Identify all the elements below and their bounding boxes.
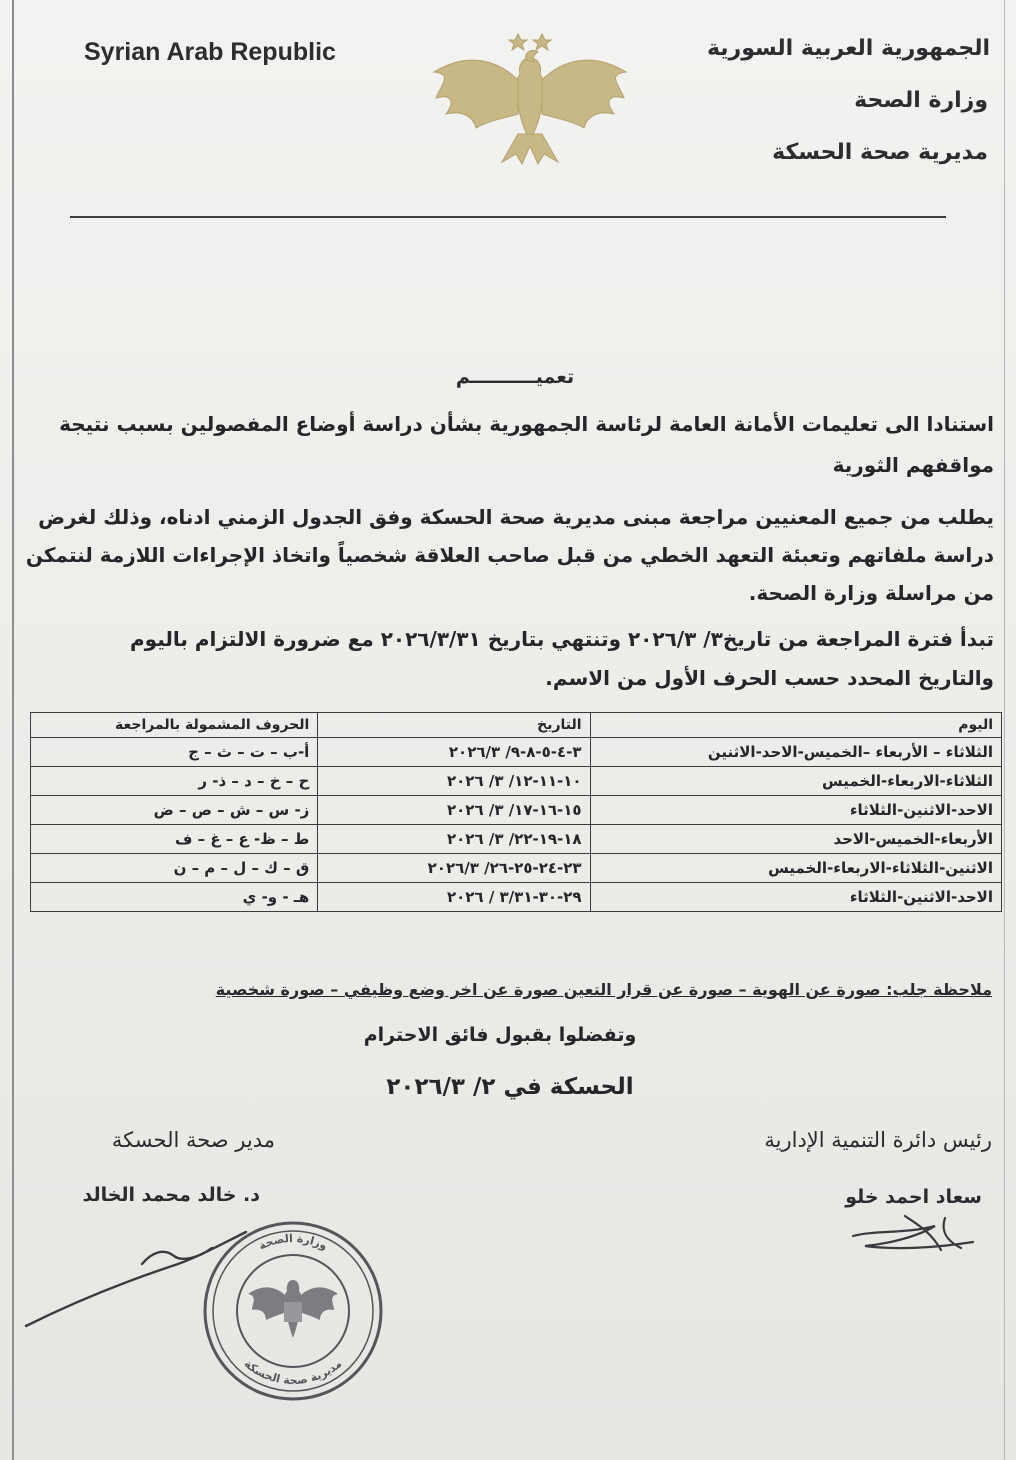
cell-date: ٢٣-٢٤-٢٥-٢٦/ ٢٠٢٦/٣ — [318, 854, 590, 883]
table-header-row — [31, 713, 1002, 738]
cell-letters: أ-ب – ت – ث – ج — [31, 738, 318, 767]
paragraph-2-line-3: من مراسلة وزارة الصحة. — [748, 581, 994, 605]
table-row — [31, 854, 1002, 883]
signatory-left-title: مدير صحة الحسكة — [111, 1128, 275, 1152]
paragraph-3-line-1: تبدأ فترة المراجعة من تاريخ٣/ ٢٠٢٦/٣ وتنتهي بتاريخ ٢٠٢٦/٣/٣١ مع ضرورة الالتزام باليوم — [130, 627, 994, 651]
country-name-ar: الجمهورية العربية السورية — [706, 36, 990, 61]
cell-date: ١٨-١٩-٢٢/ ٣/ ٢٠٢٦ — [318, 825, 590, 854]
cell-letters: هـ - و- ي — [31, 883, 318, 912]
signatory-left-name: د. خالد محمد الخالد — [82, 1184, 260, 1206]
paragraph-1-line-2: مواقفهم الثورية — [832, 453, 994, 477]
cell-letters: ز- س – ش – ص – ض — [31, 796, 318, 825]
page-edge-right — [1004, 0, 1005, 1460]
header-letters: الحروف المشمولة بالمراجعة — [31, 713, 318, 738]
cell-day: الاحد-الاثنين-الثلاثاء — [590, 796, 1001, 825]
svg-text:وزارة الصحة: وزارة الصحة — [256, 1231, 330, 1253]
cell-day: الثلاثاء-الاربعاء-الخميس — [590, 767, 1001, 796]
table-row — [31, 738, 1002, 767]
official-stamp-icon — [200, 1218, 386, 1404]
signatory-right-title: رئيس دائرة التنمية الإدارية — [764, 1128, 992, 1152]
cell-day: الأربعاء-الخميس-الاحد — [590, 825, 1001, 854]
closing-line: وتفضلوا بقبول فائق الاحترام — [363, 1024, 637, 1046]
cell-letters: ق – ك – ل – م – ن — [31, 854, 318, 883]
cell-date: ١٥-١٦-١٧/ ٣/ ٢٠٢٦ — [318, 796, 590, 825]
directorate-name: مديرية صحة الحسكة — [772, 140, 988, 165]
cell-letters: ط – ظ- ع – غ – ف — [31, 825, 318, 854]
place-and-date: الحسكة في ٢/ ٢٠٢٦/٣ — [386, 1074, 634, 1100]
cell-letters: ح – خ – د – ذ- ر — [31, 767, 318, 796]
paragraph-2-line-2: دراسة ملفاتهم وتعبئة التعهد الخطي من قبل صاحب العلاقة شخصياً واتخاذ الإجراءات اللازمة لنتمكن — [25, 543, 994, 567]
signatory-right-name: سعاد احمد خلو — [845, 1186, 982, 1208]
required-documents-note: ملاحظة جلب: صورة عن الهوية – صورة عن قرار التعين صورة عن اخر وضع وظيفي – صورة شخصية — [215, 980, 992, 999]
paragraph-1-line-1: استنادا الى تعليمات الأمانة العامة لرئاسة الجمهورية بشأن دراسة أوضاع المفصولين بسبب نتيجة — [59, 412, 994, 436]
cell-day: الاثنين-الثلاثاء-الاربعاء-الخميس — [590, 854, 1001, 883]
cell-day: الاحد-الاثنين-الثلاثاء — [590, 883, 1001, 912]
country-name-en: Syrian Arab Republic — [84, 38, 336, 66]
paragraph-3-line-2: والتاريخ المحدد حسب الحرف الأول من الاسم. — [545, 666, 994, 690]
header-day: اليوم — [590, 713, 1001, 738]
table-row — [31, 825, 1002, 854]
header-divider — [70, 216, 946, 218]
document-title: تعميــــــــــم — [455, 366, 575, 388]
eagle-emblem-icon — [430, 22, 630, 170]
header-date: التاريخ — [318, 713, 590, 738]
cell-day: الثلاثاء – الأربعاء –الخميس-الاحد-الاثنين — [590, 738, 1001, 767]
table-row — [31, 796, 1002, 825]
ministry-name: وزارة الصحة — [854, 88, 988, 113]
table-row — [31, 883, 1002, 912]
schedule-table — [30, 712, 1002, 912]
table-row — [31, 767, 1002, 796]
right-signature-icon — [845, 1196, 980, 1266]
svg-text:مديرية صحة الحسكة: مديرية صحة الحسكة — [241, 1357, 345, 1388]
cell-date: ٢٩-٣٠-٣/٣١ / ٢٠٢٦ — [318, 883, 590, 912]
paragraph-2-line-1: يطلب من جميع المعنيين مراجعة مبنى مديرية صحة الحسكة وفق الجدول الزمني ادناه، وذلك لغرض — [38, 505, 994, 529]
cell-date: ٣-٤-٥-٨-٩/ ٢٠٢٦/٣ — [318, 738, 590, 767]
page-edge-left — [12, 0, 14, 1460]
cell-date: ١٠-١١-١٢/ ٣/ ٢٠٢٦ — [318, 767, 590, 796]
